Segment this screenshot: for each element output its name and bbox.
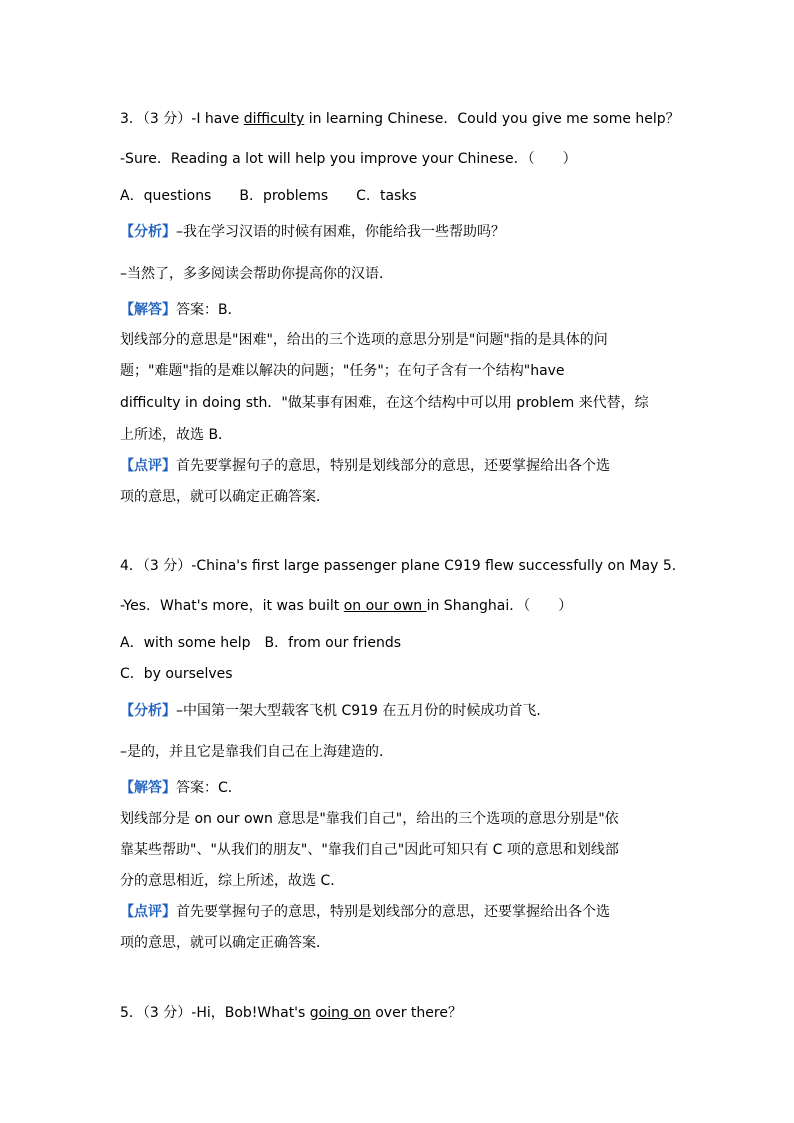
q3-line-2: -Sure．Reading a lot will help you improve your Chinese．（ ） (120, 151, 577, 167)
analysis-tag: 【分析】 (120, 703, 176, 719)
q4-analysis: 【分析】–中国第一架大型载客飞机 C919 在五月份的时候成功首飞． (120, 703, 551, 719)
q3-comment-2: 项的意思，就可以确定正确答案． (120, 489, 330, 505)
q4-heading: 4．（3 分）-China's first large passenger plane C919 flew successfully on May 5． (120, 558, 686, 574)
q3-analysis-2: –当然了，多多阅读会帮助你提高你的汉语． (120, 266, 393, 282)
q3-options: A．questions B．problems C．tasks (120, 188, 417, 204)
comment-tag: 【点评】 (120, 458, 176, 474)
underlined-phrase: going on (309, 1005, 371, 1021)
analysis-tag: 【分析】 (120, 224, 176, 240)
q3-explain-2: 题；"难题"指的是难以解决的问题；"任务"；在句子含有一个结构"have (120, 363, 565, 379)
q4-explain-1: 划线部分是 on our own 意思是"靠我们自己"，给出的三个选项的意思分别是"依 (120, 811, 619, 827)
q3-analysis: 【分析】–我在学习汉语的时候有困难，你能给我一些帮助吗？ (120, 224, 505, 240)
q4-line-2: -Yes．What's more，it was built on our own in Shanghai．（ ） (120, 598, 573, 614)
q4-explain-3: 分的意思相近，综上所述，故选 C． (120, 873, 345, 889)
q4-comment: 【点评】首先要掌握句子的意思，特别是划线部分的意思，还要掌握给出各个选 (120, 904, 610, 920)
q3-explain-1: 划线部分的意思是"困难"，给出的三个选项的意思分别是"问题"指的是具体的问 (120, 332, 608, 348)
q3-explain-4: 上所述，故选 B． (120, 427, 233, 443)
underlined-phrase: on our own (343, 598, 427, 614)
q4-options-1: A．with some help B．from our friends (120, 635, 402, 651)
q3-heading: 3．（3 分）-I have difficulty in learning Chinese．Could you give me some help？ (120, 111, 680, 127)
underlined-word: difficulty (243, 111, 305, 127)
q5-heading: 5．（3 分）-Hi，Bob!What's going on over there？ (120, 1005, 462, 1021)
answer-tag: 【解答】 (120, 780, 176, 796)
answer-tag: 【解答】 (120, 302, 176, 318)
q3-explain-3: difficulty in doing sth．"做某事有困难，在这个结构中可以用 problem 来代替，综 (120, 395, 649, 411)
q4-explain-2: 靠某些帮助"、"从我们的朋友"、"靠我们自己"因此可知只有 C 项的意思和划线部 (120, 842, 619, 858)
comment-tag: 【点评】 (120, 904, 176, 920)
q4-options-2: C．by ourselves (120, 666, 233, 682)
q4-analysis-2: –是的，并且它是靠我们自己在上海建造的． (120, 744, 393, 760)
q4-comment-2: 项的意思，就可以确定正确答案． (120, 935, 330, 951)
q3-comment: 【点评】首先要掌握句子的意思，特别是划线部分的意思，还要掌握给出各个选 (120, 458, 610, 474)
q4-answer: 【解答】答案：C． (120, 780, 242, 796)
q3-answer: 【解答】答案：B． (120, 302, 242, 318)
